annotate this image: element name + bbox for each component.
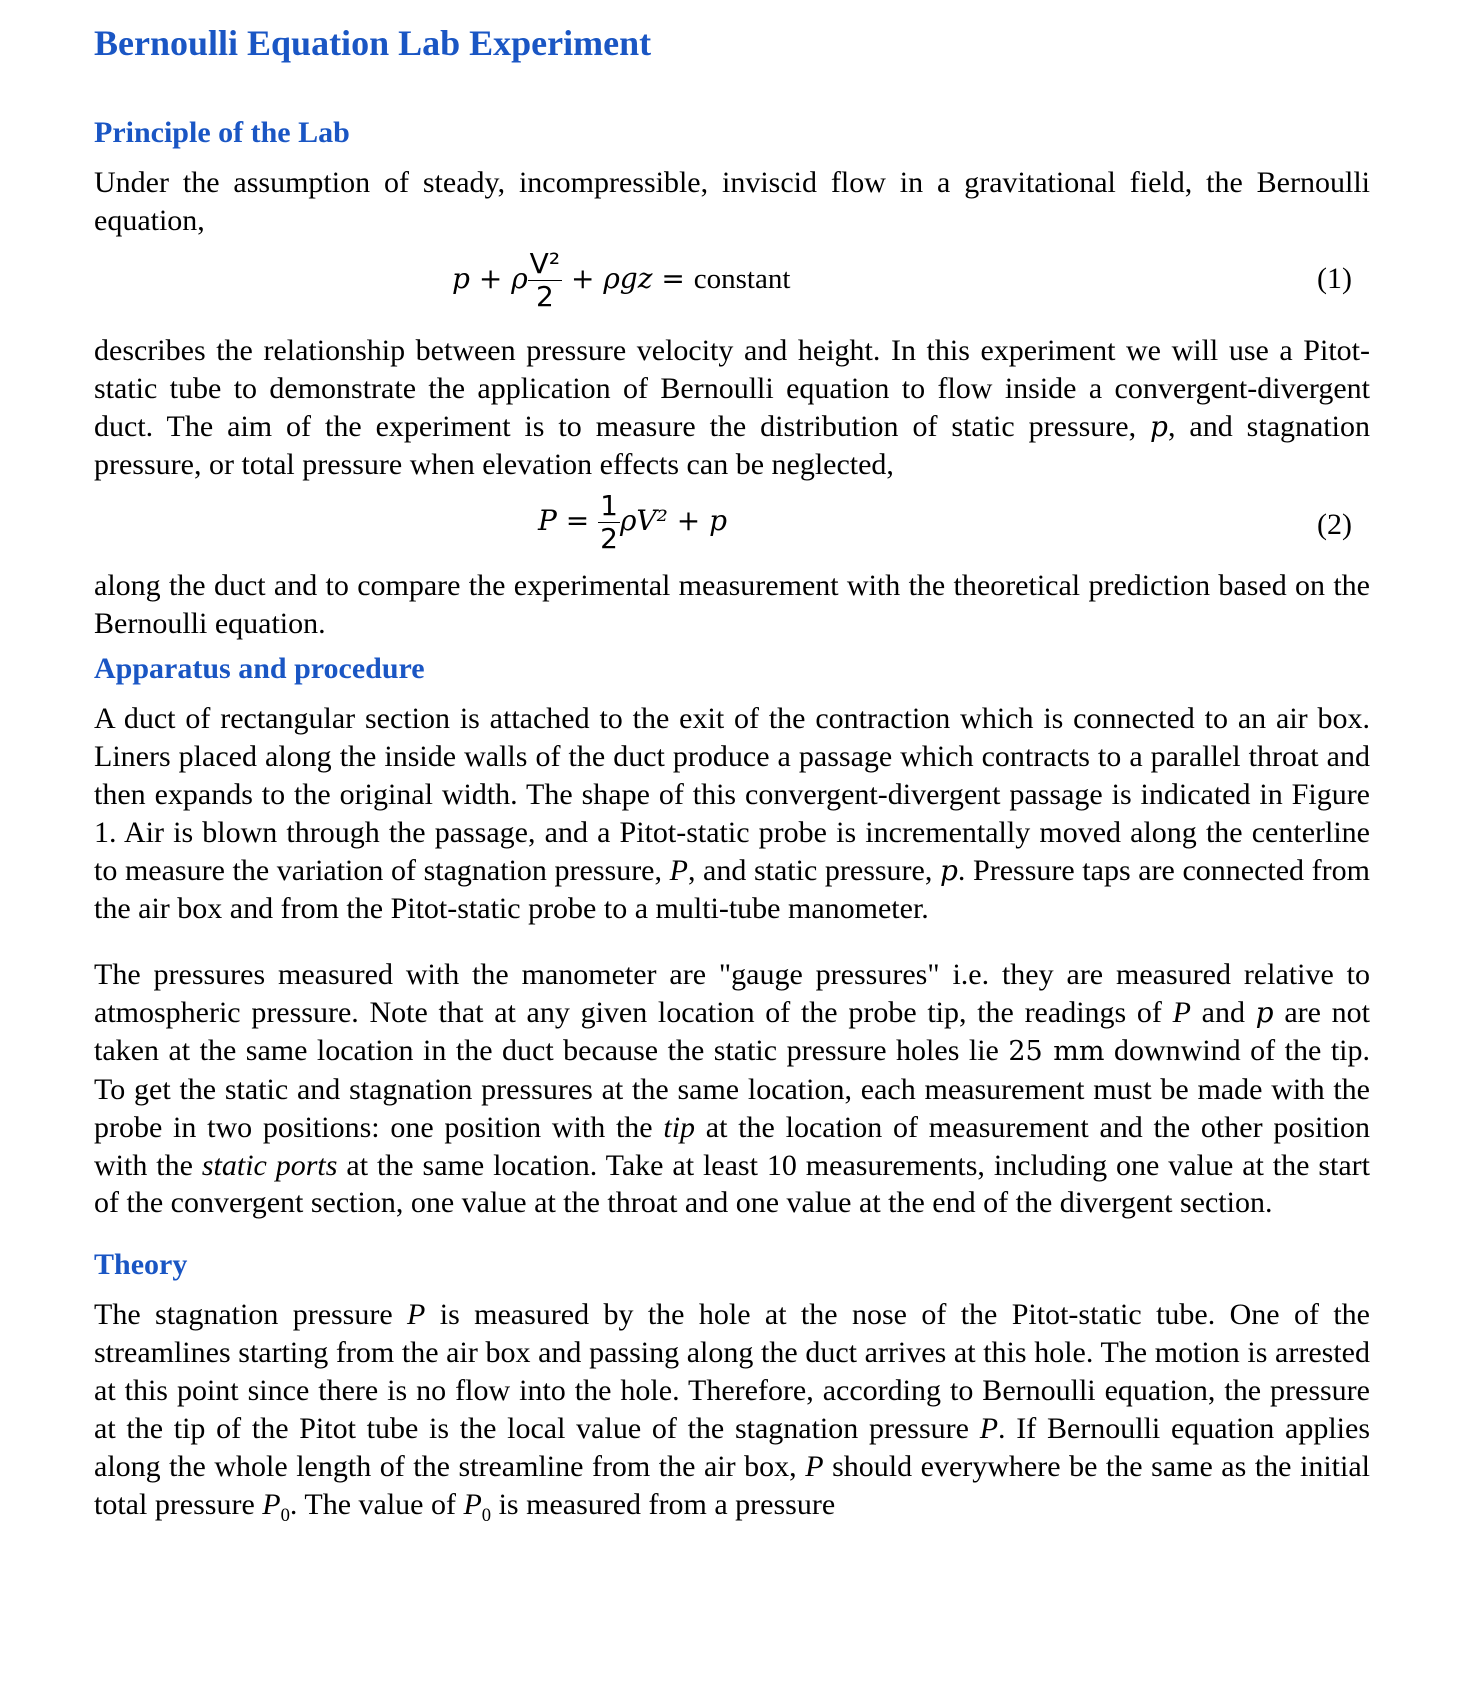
eq1-rho: ρ — [511, 262, 528, 295]
theory-paragraph — [94, 1296, 1370, 1534]
apparatus-p2-static-ports: static ports — [201, 1148, 338, 1182]
eq2-frac-num: 1 — [600, 489, 618, 522]
eq1-constant: constant — [693, 263, 791, 295]
apparatus-p2-text-a: The pressures measured with the manometer are "gauge pressures" i.e. they are measured relative to atmospheric pressure. Note that at any given location of the probe tip, the readings of — [94, 958, 1370, 1029]
eq2-plus: + — [667, 504, 710, 537]
eq1-frac-num: V² — [529, 247, 561, 280]
theory-text-d: should everywhere be the same as the initial total pressure — [94, 1449, 1370, 1521]
document-title: Bernoulli Equation Lab Experiment — [94, 23, 652, 63]
apparatus-p2-distance: 25 mm — [1008, 1035, 1105, 1067]
eq1-rhogz: ρgz — [603, 262, 653, 295]
equation-1-number: (1) — [1317, 262, 1352, 295]
equation-1-body — [452, 247, 791, 313]
apparatus-p1-text-a: A duct of rectangular section is attached to the exit of the contraction which is connected to an air box. Liners placed along the inside walls of the duct produce a passage which contracts to a parallel throat and then expands to the original width. The shape of this convergent-divergent passage is indicated in Figure 1. Air is blown through the passage, and a Pitot-static probe is incrementally moved along the centerline to measure the variation of stagnation pressure, — [94, 702, 1370, 887]
eq2-equals: = — [556, 504, 599, 537]
principle-outro: along the duct and to compare the experimental measurement with the theoretical prediction based on the Bernoulli equation. — [94, 569, 1370, 640]
apparatus-p1-text-b: , and static pressure, — [687, 853, 940, 887]
eq1-fraction — [528, 247, 562, 313]
eq1-equals: = — [652, 262, 694, 295]
eq1-p: p — [452, 262, 470, 295]
theory-text-a: The stagnation pressure — [94, 1298, 408, 1331]
eq2-P: P — [538, 504, 557, 537]
principle-middle-p: p — [1150, 409, 1168, 443]
principle-middle-text-b: , and stagnation pressure, or total pressure when elevation effects can be neglected, — [94, 409, 1370, 481]
theory-P0-b-subscript: 0 — [481, 1504, 492, 1526]
equation-1 — [94, 246, 1370, 326]
eq1-plus1: + — [469, 262, 512, 295]
eq1-frac-den: 2 — [535, 280, 554, 313]
theory-text-f: is measured from a pressure — [491, 1487, 836, 1521]
theory-text-c: . If Bernoulli equation applies along the whole length of the streamline from the air box, — [94, 1411, 1370, 1483]
theory-P-2: P — [979, 1411, 999, 1445]
theory-P0-a: P — [262, 1487, 281, 1521]
apparatus-p1-P: P — [669, 853, 688, 887]
apparatus-p2-and: and — [1190, 995, 1256, 1029]
equation-2-number: (2) — [1317, 508, 1352, 541]
apparatus-p2-text-c: downwind of the tip. To get the static and stagnation pressures at the same location, each measurement must be made with the probe in two positions: one position with the — [94, 1033, 1370, 1144]
eq2-rhoV: ρV² — [619, 504, 668, 537]
equation-2 — [94, 490, 1370, 570]
theory-P-1: P — [407, 1298, 426, 1331]
theory-text-b: is measured by the hole at the nose of the Pitot-static tube. One of the streamlines starting from the air box and passing along the duct arrives at this hole. The motion is arrested at this point since there is no flow into the hole. Therefore, according to Bernoulli equation, the pressure at the tip of the Pitot tube is the local value of the stagnation pressure — [94, 1298, 1370, 1445]
apparatus-p2-text-e: at the same location. Take at least 10 measurements, including one value at the start of the convergent section, one value at the throat and one value at the end of the divergent section. — [94, 1148, 1370, 1220]
principle-middle — [94, 332, 1370, 484]
eq2-frac-den: 2 — [600, 522, 618, 555]
heading-principle: Principle of the Lab — [94, 116, 350, 149]
apparatus-p2-P: P — [1172, 995, 1191, 1029]
apparatus-p1-p: p — [939, 853, 958, 887]
principle-intro: Under the assumption of steady, incompressible, inviscid flow in a gravitational field, the Bernoulli equation, — [94, 166, 1370, 237]
eq1-plus2: + — [562, 262, 604, 295]
heading-theory: Theory — [94, 1248, 188, 1281]
apparatus-p1-text-c: . Pressure taps are connected from the air box and from the Pitot-static probe to a multi-tube manometer. — [94, 853, 1370, 925]
apparatus-p2-text-d: at the location of measurement and the other position with the — [94, 1110, 1370, 1182]
theory-P0-b: P — [463, 1487, 482, 1521]
theory-P-3: P — [805, 1449, 824, 1483]
apparatus-paragraph-2 — [94, 956, 1370, 1222]
theory-text-e: . The value of — [289, 1487, 464, 1521]
apparatus-paragraph-1 — [94, 700, 1370, 927]
apparatus-p2-tip: tip — [663, 1110, 696, 1144]
apparatus-p2-text-b: are not taken at the same location in the duct because the static pressure holes lie — [94, 995, 1370, 1067]
equation-2-body — [538, 489, 728, 555]
apparatus-p2-p: p — [1255, 995, 1274, 1029]
eq2-fraction — [598, 489, 620, 555]
theory-P0-a-subscript: 0 — [280, 1504, 290, 1526]
principle-middle-text-a: describes the relationship between pressure velocity and height. In this experiment we will use a Pitot-static tube to demonstrate the application of Bernoulli equation to flow inside a convergent-divergent duct. The aim of the experiment is to measure the distribution of static pressure, — [94, 334, 1370, 443]
heading-apparatus: Apparatus and procedure — [94, 652, 425, 685]
eq2-p: p — [709, 504, 728, 537]
